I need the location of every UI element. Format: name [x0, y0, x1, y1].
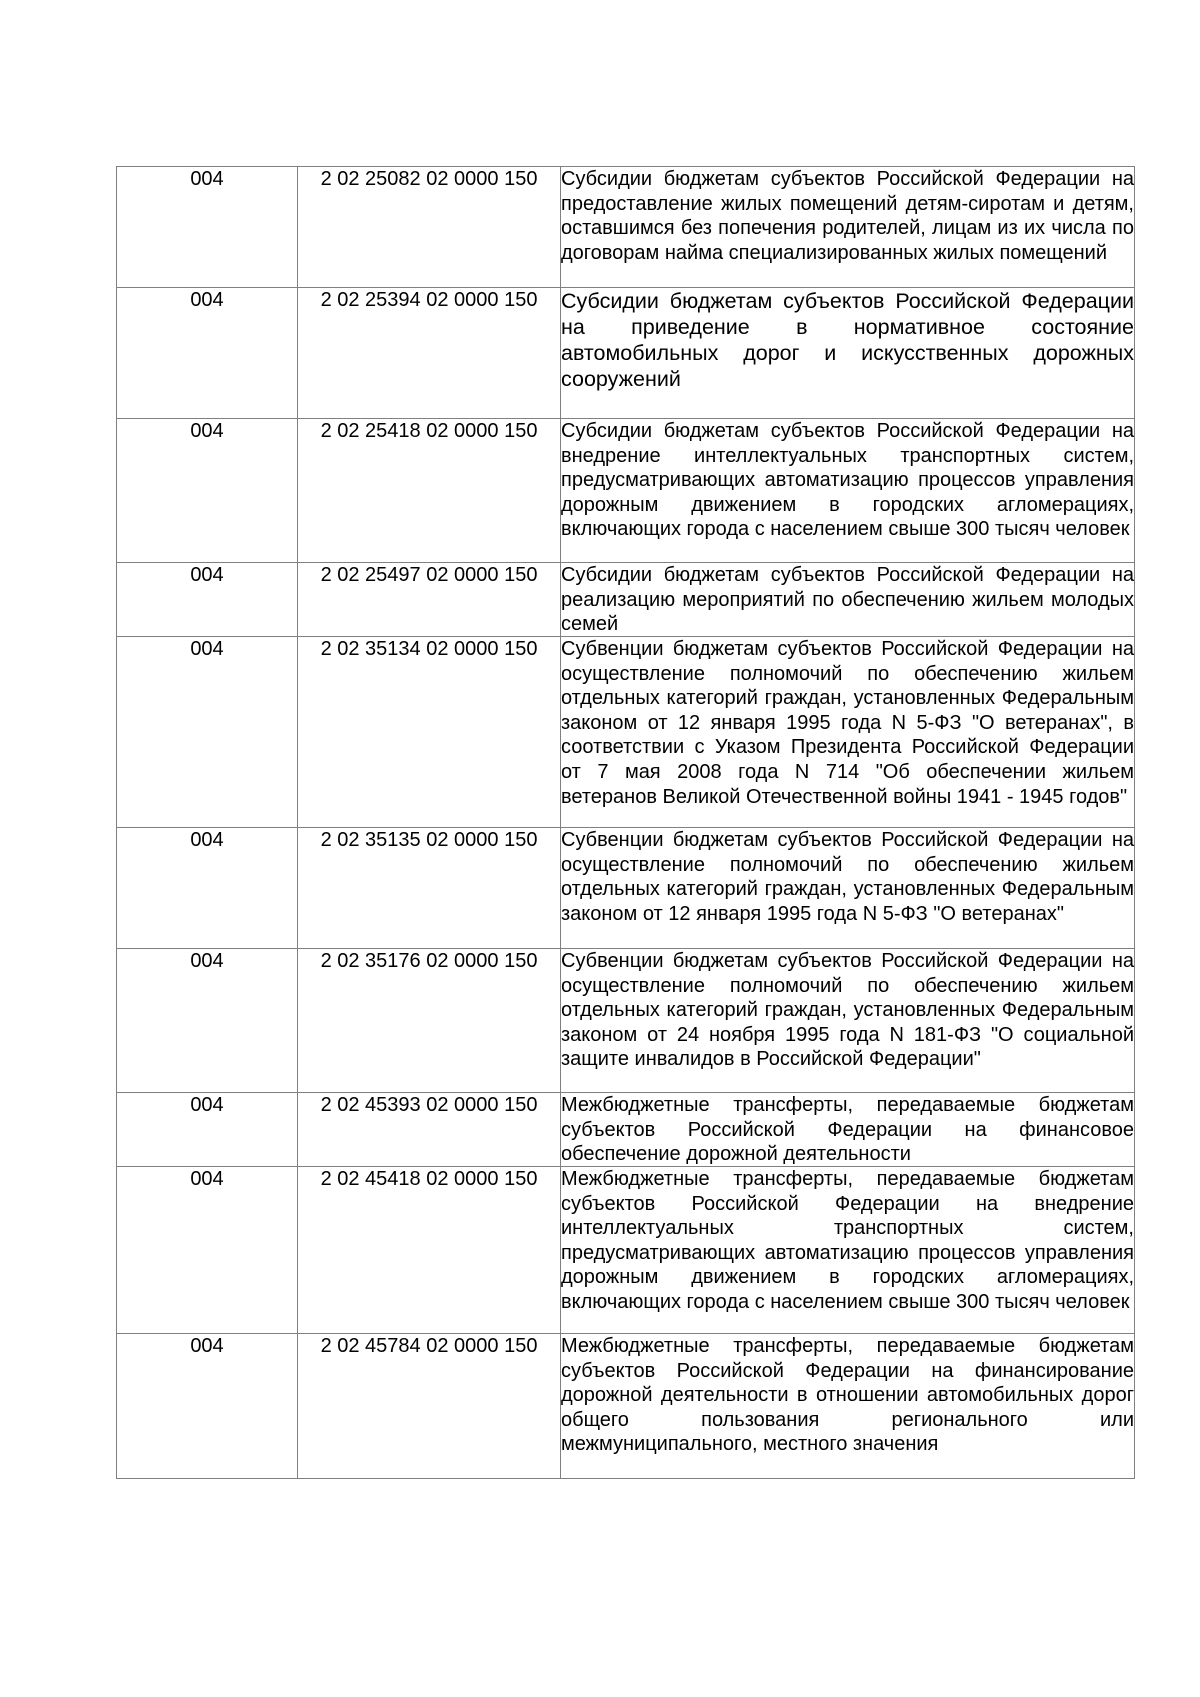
table-row [117, 419, 1135, 563]
revenue-name-cell [561, 167, 1135, 288]
revenue-name-text: Межбюджетные трансферты, передаваемые бюджетам субъектов Российской Федерации на внедрение интеллектуальных транспортных систем, предусматривающих автоматизацию процессов управления дорожным движением в городских агломерациях, включающих города с населением свыше 300 тысяч человек [561, 1168, 1134, 1313]
revenue-name-text: Межбюджетные трансферты, передаваемые бюджетам субъектов Российской Федерации на финансовое обеспечение дорожной деятельности [561, 1094, 1134, 1166]
revenue-name-cell [561, 419, 1135, 563]
table-row [117, 167, 1135, 288]
admin-code-cell: 004 [117, 949, 298, 1093]
admin-code-cell: 004 [117, 1334, 298, 1479]
revenue-name-cell [561, 637, 1135, 828]
admin-code-cell: 004 [117, 1093, 298, 1167]
table-row [117, 1093, 1135, 1167]
table-row [117, 828, 1135, 949]
table-row [117, 637, 1135, 828]
revenue-name-text: Субвенции бюджетам субъектов Российской Федерации на осуществление полномочий по обеспечению жильем отдельных категорий граждан, установленных Федеральным законом от 24 ноября 1995 года N 181-ФЗ "О социальной защите инвалидов в Российской Федерации" [561, 950, 1134, 1071]
table-row [117, 563, 1135, 637]
admin-code-cell: 004 [117, 563, 298, 637]
budget-classification-code-cell: 2 02 45418 02 0000 150 [298, 1167, 561, 1334]
revenue-name-text: Субсидии бюджетам субъектов Российской Федерации на реализацию мероприятий по обеспечению жильем молодых семей [561, 564, 1134, 636]
admin-code-cell: 004 [117, 419, 298, 563]
admin-code-cell: 004 [117, 288, 298, 419]
budget-classification-code-cell: 2 02 25082 02 0000 150 [298, 167, 561, 288]
table-row [117, 288, 1135, 419]
budget-classification-code-cell: 2 02 25497 02 0000 150 [298, 563, 561, 637]
table-row [117, 1167, 1135, 1334]
revenue-name-text: Субвенции бюджетам субъектов Российской Федерации на осуществление полномочий по обеспечению жильем отдельных категорий граждан, установленных Федеральным законом от 12 января 1995 года N 5-ФЗ "О ветеранах" [561, 829, 1134, 925]
revenue-name-cell [561, 563, 1135, 637]
budget-classification-code-cell: 2 02 35176 02 0000 150 [298, 949, 561, 1093]
admin-code-cell: 004 [117, 1167, 298, 1334]
admin-code-cell: 004 [117, 167, 298, 288]
revenue-name-text: Субсидии бюджетам субъектов Российской Федерации на приведение в нормативное состояние автомобильных дорог и искусственных дорожных сооружений [561, 289, 1134, 391]
table-row [117, 949, 1135, 1093]
revenue-name-text: Межбюджетные трансферты, передаваемые бюджетам субъектов Российской Федерации на финансирование дорожной деятельности в отношении автомобильных дорог общего пользования регионального или межмуниципального, местного значения [561, 1335, 1134, 1456]
table-row [117, 1334, 1135, 1479]
admin-code-cell: 004 [117, 828, 298, 949]
budget-classification-code-cell: 2 02 45784 02 0000 150 [298, 1334, 561, 1479]
budget-classification-code-cell: 2 02 25394 02 0000 150 [298, 288, 561, 419]
revenue-name-text: Субвенции бюджетам субъектов Российской Федерации на осуществление полномочий по обеспечению жильем отдельных категорий граждан, установленных Федеральным законом от 12 января 1995 года N 5-ФЗ "О ветеранах", в соответствии с Указом Президента Российской Федерации от 7 мая 2008 года N 714 "Об обеспечении жильем ветеранов Великой Отечественной войны 1941 - 1945 годов" [561, 638, 1134, 808]
revenue-name-cell [561, 288, 1135, 419]
budget-classification-code-cell: 2 02 25418 02 0000 150 [298, 419, 561, 563]
revenue-name-cell [561, 1093, 1135, 1167]
admin-code-cell: 004 [117, 637, 298, 828]
revenue-name-cell [561, 1167, 1135, 1334]
revenue-name-text: Субсидии бюджетам субъектов Российской Федерации на внедрение интеллектуальных транспортных систем, предусматривающих автоматизацию процессов управления дорожным движением в городских агломерациях, включающих города с населением свыше 300 тысяч человек [561, 420, 1134, 541]
budget-classification-code-cell: 2 02 35134 02 0000 150 [298, 637, 561, 828]
revenue-name-cell [561, 1334, 1135, 1479]
budget-classification-code-cell: 2 02 35135 02 0000 150 [298, 828, 561, 949]
revenue-name-cell [561, 828, 1135, 949]
budget-revenue-table [116, 166, 1135, 1479]
revenue-name-cell [561, 949, 1135, 1093]
revenue-name-text: Субсидии бюджетам субъектов Российской Федерации на предоставление жилых помещений детям-сиротам и детям, оставшимся без попечения родителей, лицам из их числа по договорам найма специализированных жилых помещений [561, 168, 1134, 264]
budget-classification-code-cell: 2 02 45393 02 0000 150 [298, 1093, 561, 1167]
